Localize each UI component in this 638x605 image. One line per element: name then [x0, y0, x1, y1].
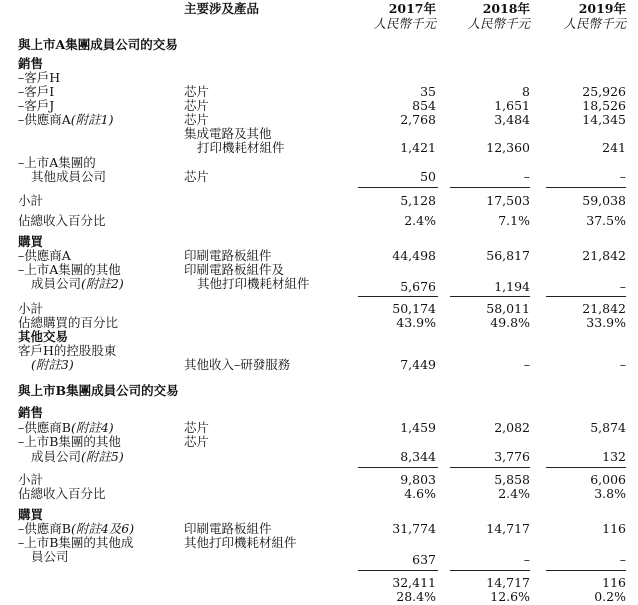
- note-ref: (附註1): [70, 112, 114, 127]
- cell: 14,717: [486, 521, 530, 536]
- cell: –: [619, 552, 626, 567]
- cell: 637: [412, 552, 436, 567]
- pct-label: 佔總購買的百分比: [18, 315, 119, 330]
- row-label: –上市B集團的其他: [18, 434, 121, 449]
- cell: 2,082: [494, 420, 530, 435]
- cell: –: [523, 169, 530, 184]
- section-b-title: 與上市B集團成員公司的交易: [18, 383, 179, 398]
- cell: 49.8%: [490, 315, 530, 330]
- cell: –: [523, 552, 530, 567]
- row-product: 印刷電路板組件及: [184, 262, 285, 277]
- cell: –: [619, 279, 626, 294]
- cell: 58,011: [486, 301, 530, 316]
- other-title: 其他交易: [18, 329, 69, 344]
- row-label: –上市B集團的其他成: [18, 535, 134, 550]
- section-b-purchases-title: 購買: [18, 507, 44, 522]
- cell: 28.4%: [396, 589, 436, 604]
- cell: 3,776: [494, 449, 530, 464]
- row-product: 印刷電路板組件: [184, 521, 272, 536]
- cell: 116: [602, 521, 626, 536]
- rule: [450, 187, 530, 188]
- cell: 5,128: [400, 193, 436, 208]
- row-product: 芯片: [184, 434, 210, 449]
- rule: [546, 467, 626, 468]
- cell: 35: [420, 84, 436, 99]
- section-a-sales-title: 銷售: [18, 56, 44, 71]
- cell: 3,484: [494, 112, 530, 127]
- note-ref: (附註4): [70, 420, 114, 435]
- row-label: –上市A集團的: [18, 155, 96, 170]
- row-product: 印刷電路板組件: [184, 248, 272, 263]
- row-label: –供應商B(附註4): [18, 420, 114, 435]
- cell: 32,411: [392, 575, 436, 590]
- row-product: 芯片: [184, 98, 210, 113]
- cell: 21,842: [582, 248, 626, 263]
- note-ref: (附註4及6): [70, 521, 135, 536]
- row-product: 其他收入–研發服務: [184, 357, 291, 372]
- cell: 1,194: [494, 279, 530, 294]
- row-label: –供應商A: [18, 248, 71, 263]
- row-label: –客戶I: [18, 84, 55, 99]
- cell: 44,498: [392, 248, 436, 263]
- cell: 2.4%: [498, 486, 530, 501]
- row-label: 員公司: [31, 549, 69, 564]
- header-year-2017: 2017年: [388, 1, 436, 16]
- cell: 6,006: [590, 472, 626, 487]
- row-product: 芯片: [184, 112, 210, 127]
- section-a-title: 與上市A集團成員公司的交易: [18, 37, 178, 52]
- row-product: 集成電路及其他: [184, 126, 272, 141]
- rule: [546, 570, 626, 571]
- row-label: –上市A集團的其他: [18, 262, 121, 277]
- subtotal-label: 小計: [18, 301, 44, 316]
- cell: –: [619, 169, 626, 184]
- cell: 12,360: [486, 140, 530, 155]
- note-ref: (附註5): [81, 449, 124, 464]
- header-main-products: 主要涉及產品: [184, 1, 260, 16]
- cell: 116: [602, 575, 626, 590]
- row-product: 芯片: [184, 84, 210, 99]
- row-label: –供應商A(附註1): [18, 112, 114, 127]
- row-label: –客戶H: [18, 70, 61, 85]
- cell: 5,874: [590, 420, 626, 435]
- cell: 854: [412, 98, 436, 113]
- section-b-sales-title: 銷售: [18, 405, 44, 420]
- note-ref: (附註2): [81, 276, 124, 291]
- cell: 1,651: [494, 98, 530, 113]
- cell: 2,768: [400, 112, 436, 127]
- cell: –: [523, 357, 530, 372]
- cell: 1,459: [400, 420, 436, 435]
- other-label: 客戶H的控股股東: [18, 343, 117, 358]
- rule: [450, 467, 530, 468]
- cell: 14,717: [486, 575, 530, 590]
- row-product: 其他打印機耗材組件: [184, 535, 297, 550]
- cell: 37.5%: [586, 213, 626, 228]
- pct-label: 佔總收入百分比: [18, 213, 106, 228]
- rule: [358, 467, 438, 468]
- cell: 31,774: [392, 521, 436, 536]
- cell: 1,421: [400, 140, 436, 155]
- header-year-2018: 2018年: [482, 1, 530, 16]
- cell: 0.2%: [594, 589, 626, 604]
- row-label: –客戶J: [18, 98, 55, 113]
- cell: 43.9%: [396, 315, 436, 330]
- cell: 3.8%: [594, 486, 626, 501]
- row-product: 芯片: [184, 420, 210, 435]
- cell: 12.6%: [490, 589, 530, 604]
- cell: 2.4%: [404, 213, 436, 228]
- header-currency-2018: 人民幣千元: [467, 16, 530, 31]
- rule: [358, 296, 438, 297]
- row-product: 其他打印機耗材組件: [197, 276, 310, 291]
- cell: –: [619, 357, 626, 372]
- rule: [358, 570, 438, 571]
- cell: 241: [602, 140, 626, 155]
- note-ref: (附註3): [31, 357, 74, 372]
- row-product: 打印機耗材組件: [197, 140, 285, 155]
- cell: 25,926: [582, 84, 626, 99]
- header-currency-2019: 人民幣千元: [563, 16, 626, 31]
- rule: [358, 187, 438, 188]
- cell: 50,174: [392, 301, 436, 316]
- section-a-purchases-title: 購買: [18, 234, 44, 249]
- cell: 17,503: [486, 193, 530, 208]
- cell: 5,858: [494, 472, 530, 487]
- rule: [450, 296, 530, 297]
- cell: 7,449: [400, 357, 436, 372]
- cell: 18,526: [582, 98, 626, 113]
- row-product: 芯片: [184, 169, 210, 184]
- cell: 14,345: [582, 112, 626, 127]
- row-label: –供應商B(附註4及6): [18, 521, 135, 536]
- row-label: 成員公司(附註5): [31, 449, 124, 464]
- cell: 4.6%: [404, 486, 436, 501]
- subtotal-label: 小計: [18, 472, 44, 487]
- pct-label: 佔總收入百分比: [18, 486, 106, 501]
- rule: [546, 187, 626, 188]
- cell: 56,817: [486, 248, 530, 263]
- cell: 50: [420, 169, 436, 184]
- cell: 132: [602, 449, 626, 464]
- cell: 8: [522, 84, 530, 99]
- cell: 7.1%: [498, 213, 530, 228]
- row-label: 其他成員公司: [31, 169, 107, 184]
- cell: 21,842: [582, 301, 626, 316]
- header-currency-2017: 人民幣千元: [373, 16, 436, 31]
- cell: 9,803: [400, 472, 436, 487]
- header-year-2019: 2019年: [578, 1, 626, 16]
- subtotal-label: 小計: [18, 193, 44, 208]
- cell: 59,038: [582, 193, 626, 208]
- cell: 8,344: [400, 449, 436, 464]
- rule: [546, 296, 626, 297]
- rule: [450, 570, 530, 571]
- cell: 33.9%: [586, 315, 626, 330]
- cell: 5,676: [400, 279, 436, 294]
- row-label: 成員公司(附註2): [31, 276, 124, 291]
